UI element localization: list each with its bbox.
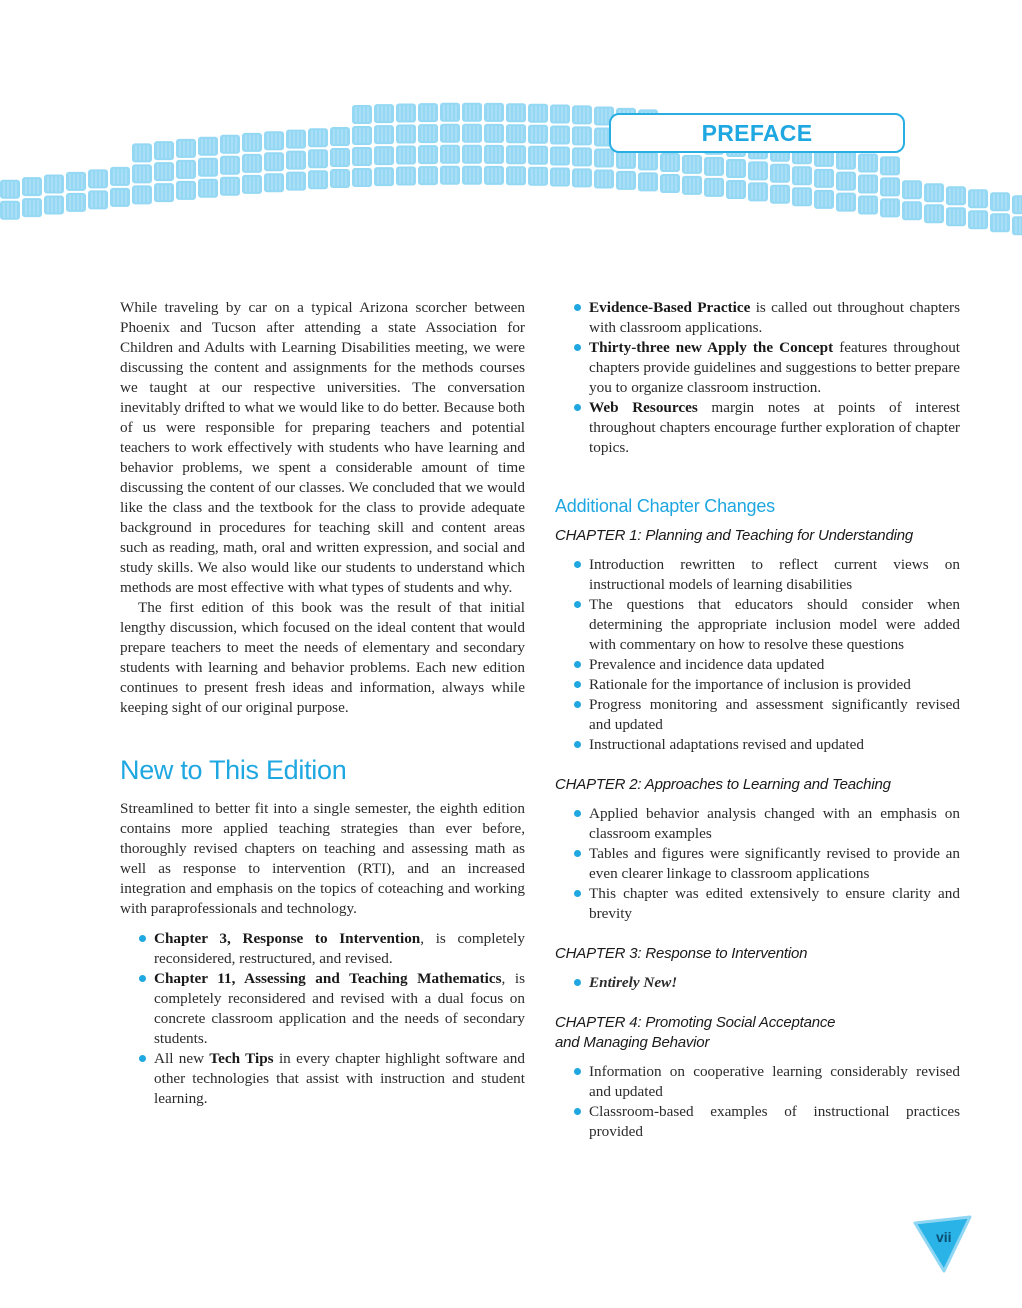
list-item: Thirty-three new Apply the Concept features throughout chapters provide guidelines and suggestions to better prepare you to organize classroom instruction.	[589, 339, 961, 396]
chapter-3-title: CHAPTER 3: Response to Intervention	[555, 945, 808, 962]
chapter-2-title: CHAPTER 2: Approaches to Learning and Teaching	[555, 776, 891, 793]
list-item: Prevalence and incidence data updated	[589, 655, 960, 675]
list-item: Chapter 11, Assessing and Teaching Mathematics, is completely reconsidered and revised with a dual focus on concrete classroom application and the needs of secondary students.	[154, 970, 525, 1047]
list-item: Instructional adaptations revised and updated	[589, 735, 960, 755]
list-item: This chapter was edited extensively to ensure clarity and brevity	[589, 885, 960, 922]
list-item: Classroom-based examples of instructional practices provided	[589, 1103, 960, 1140]
new-edition-list-continued	[555, 298, 960, 458]
chapter-1-title: CHAPTER 1: Planning and Teaching for Understanding	[555, 527, 913, 544]
header-banner	[0, 80, 1022, 240]
preface-title-box	[609, 113, 905, 153]
list-item: Rationale for the importance of inclusion is provided	[589, 675, 960, 695]
list-item: All new Tech Tips in every chapter highlight software and other technologies that assist with instruction and student learning.	[154, 1050, 525, 1107]
list-item: Progress monitoring and assessment significantly revised and updated	[589, 696, 960, 733]
new-edition-list	[120, 929, 525, 1109]
page-number: vii	[936, 1229, 952, 1245]
right-column	[555, 298, 960, 1162]
chapter-3-block	[555, 944, 960, 993]
list-item: Web Resources margin notes at points of interest throughout chapters encourage further exploration of chapter topics.	[589, 399, 960, 456]
list-item: The questions that educators should consider when determining the appropriate inclusion model were added with commentary on how to resolve these questions	[589, 596, 960, 653]
list-item: Applied behavior analysis changed with an emphasis on classroom examples	[589, 805, 960, 842]
left-column	[120, 298, 525, 1109]
new-edition-heading: New to This Edition	[120, 755, 347, 785]
page-title: PREFACE	[701, 119, 813, 146]
additional-changes-heading: Additional Chapter Changes	[555, 496, 775, 516]
list-item: Tables and figures were significantly revised to provide an even clearer linkage to classroom applications	[589, 845, 960, 882]
list-item: Introduction rewritten to reflect current views on instructional models of learning disabilities	[589, 556, 960, 593]
intro-paragraph-2: The first edition of this book was the result of that initial lengthy discussion, which focused on the ideal content that would prepare teachers to meet the needs of elementary and secondary students with learning and behavior problems. Each new edition continues to present fresh ideas and information, always while keeping sight of our original purpose.	[120, 599, 525, 716]
chapter-2-block	[555, 775, 960, 924]
intro-paragraph-1: While traveling by car on a typical Arizona scorcher between Phoenix and Tucson after attending a state Association for Children and Adults with Learning Disabilities meeting, we were discussing the content and assignments for the methods courses we taught at our respective universities. The conversation inevitably drifted to what we would like to do better. Because both of us were responsible for preparing teachers and potential teachers to work effectively with students who have learning and behavior problems, we spent a considerable amount of time discussing the content of our classes. We concluded that we would like the class and the textbook for the class to provide adequate background in procedures for teaching skill and content areas such as reading, math, oral and written expression, and social and study skills. We also would like our students to understand which methods are most effective with what types of students and why.	[120, 299, 525, 596]
list-item: Information on cooperative learning considerably revised and updated	[589, 1063, 960, 1100]
list-item: Entirely New!	[589, 973, 960, 993]
chapter-4-block	[555, 1013, 960, 1142]
new-edition-text: Streamlined to better fit into a single semester, the eighth edition contains more applied teaching strategies than ever before, thoroughly revised chapters on teaching and assessing math as well as response to intervention (RTI), and an increased integration and emphasis on the topics of coteaching and working with paraprofessionals and technology.	[120, 800, 525, 917]
chapter-1-block	[555, 526, 960, 755]
list-item: Chapter 3, Response to Intervention, is completely reconsidered, restructured, and revised.	[154, 930, 525, 967]
chapter-4-title: CHAPTER 4: Promoting Social Acceptance and Managing Behavior	[555, 1014, 836, 1051]
list-item: Evidence-Based Practice is called out throughout chapters with classroom applications.	[589, 299, 960, 336]
